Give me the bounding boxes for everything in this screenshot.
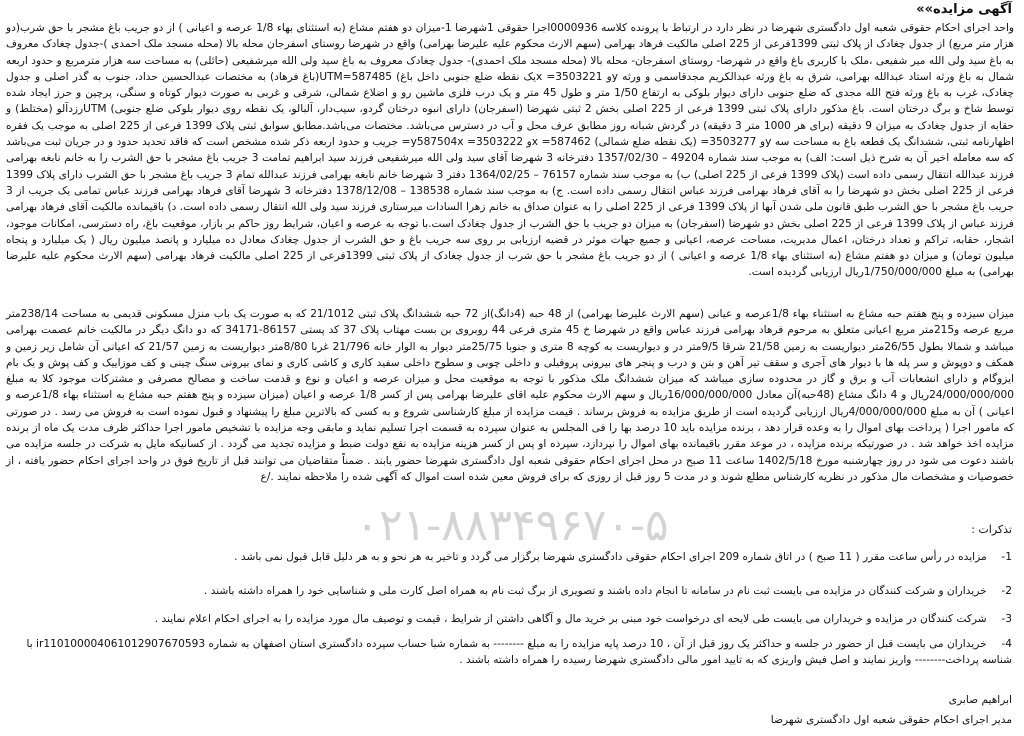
phone-watermark: ۰۲۱-۸۸۳۴۹۶۷۰-۵ [355, 500, 669, 551]
note-number: 2- [1001, 585, 1012, 597]
note-number: 3- [1001, 613, 1012, 625]
signatory-title: مدیر اجرای احکام حقوقی شعبه اول دادگستری شهرضا [770, 714, 1012, 726]
notes-heading: تذکرات : [971, 523, 1012, 536]
note-text: شرکت کنندگان در مزایده و خریداران می بایست طی لایحه ای درخواست خود مبنی بر خرید مال و آگاهی داشتن از شرایط ، قیمت و توصیف مال مورد مزایده را به اجرای احکام اعلام نمایند . [154, 613, 987, 625]
note-text: خریداران می بایست قبل از حضور در جلسه و حداکثر یک روز قبل از آن ، 10 درصد پایه مزایده را به مبلغ -------- به شماره شبا حساب سپرده دادگستری استان اصفهان به شماره ir110100004061012907670593 با شناسه پرداخت-------- واریز نمایند و اصل فیش واریزی که به تایید امور مالی دادگستری شهرضا رسیده را همراه داشته باشند . [26, 638, 1012, 666]
note-text: خریداران و شرکت کنندگان در مزایده می بایست ثبت نام در سامانه تا انجام داده باشند و تصویری از برگ ثبت نام به همراه اصل کارت ملی و شناسایی خود را همراه داشته باشند . [203, 585, 987, 597]
note-number: 1- [1001, 551, 1012, 563]
note-number: 4- [1001, 638, 1012, 650]
note-item [8, 636, 1012, 668]
notice-title: آگهی مزایده»» [916, 2, 1012, 17]
paragraph-property-2: میزان سیزده و پنج هفتم حبه مشاع به استثناء بهاء 1/8عرصه و عیانی (سهم الارث علیرضا بهرامی) از 48 حبه (4دانگ)از 72 حبه ششدانگ پلاک ثبتی 21/1012 که به صورت یک باب منزل مسکونی قدیمی به مساحت 238/14متر مربع عرصه و215متر مربع اعیانی متعلق به مرحوم فرهاد بهرامی فرزند عباس واقع در شهرضا خ 45 متری فرعی 44 روبروی بن بست مهتاب پلاک 37 کد پستی 86157-34171 که دو دانگ دیگر در مالکیت خانم عصمت بهرامی میباشد و شمالا بطول 26/55متر دیواریست به زمین 21/58 شرقا 9/5متر در و دیواریست به کوچه 8 متری و جنوبا 25/75متر دیوار به الوار خانه 21/796 غربا 8/80متر دیواریست به زمین 21/57 که اعیانی آن شامل زیر زمین و همکف و دوپوش و سر پله ها با دیوار های آجری و سقف تیر آهن و بتن و درب و پنجر های بیرونی پروفیلی و داخلی چوبی و سطوح داخلی سفید کاری و کاشی کاری و نمای بیرونی سنگ چینی و کف موزاییک و کف پوش و یک بام ایزوگام و دارای انشعابات آب و برق و گاز در محدوده سازی میباشد که میزان ششدانگ ملک مذکور با توجه به موقعیت محل و میزان عرصه و اعیان و نوع و قدمت ساخت و مصالح مصرفی و مشترکات موجود کلا به مبلغ 24/000/000/000ریال و 4 دانگ مشاع (48حبه)آن معادل 16/000/000/000ریال و سهم الارث محکوم علیه اقای علیرضا بهرامی پس از کسر 1/8 عرصه و اعیان (میزان سیزده و پنج هفتم حبه مشاع به استثناء بهاء 1/8عرصه و اعیانی ) آن به مبلغ 4/000/000/000ریال ارزیابی گردیده است از طریق مزایده به فروش برساند . قیمت مزایده از مبلغ کارشناسی شروع و به کسی که بالاترین مبلغ را پیشنهاد و قبول نموده است به فروش می رسد . در صورتی که مامور اجرا ( پرداخت بهای اموال را به وعده قرار دهد ، برنده مزایده باید 10 درصد بها را فی المجلس به عنوان سپرده به قسمت اجرا تسلیم نماید و مابقی وجه مزایده با تشخیص مامور اجرا حداکثر ظرف مدت یک ماه از برنده مزایده اخذ خواهد شد . در صورتیکه برنده مزایده ، در موعد مقرر باقیمانده بهای اموال را نپردازد، سپرده او پس از کسر هزینه مزایده به نفع دولت ضبط و مزایده تجدید می گردد . از کسانیکه مایل به شرکت در جلسه مزایده می باشند دعوت می شود در روز چهارشنبه مورخ 1402/5/18 ساعت 11 صبح در محل اجرای احکام حقوقی شعبه اول دادگستری شهرضا حضور یابند . ضمناً متقاضیان می توانند قبل از تاریخ فوق در واحد اجرای احکام حضور یافته ، از خصوصیات و مشخصات مال مذکور در نظریه کارشناس مطلع شوند و در مدت 5 روز قبل از روزی که برای فروش معین شده است اموال که آگهی شده را ملاحظه نمایند ./ع [6, 308, 1015, 483]
note-item [8, 611, 1012, 627]
paragraph-property-1: واحد اجرای احکام حقوقی شعبه اول دادگستری شهرضا در نظر دارد در ارتباط با پرونده کلاسه 0000936اجرا حقوقی 1شهرضا 1-میزان دو هفتم مشاع (به استثنای بهاء 1/8 عرصه و اعیانی ) از دو جریب باغ مشجر با حق شرب(دو هزار متر مربع) از جدول چغادک از پلاک ثبتی 1399فرعی از 225 اصلی مالکیت فرهاد بهرامی (سهم الارث محکوم علیه علیرضا بهرامی) واقع در شهرضا روستای اسفرجان محله بالا (محله مسجد ملک احمدی )-جدول چغادک معروف به باغ سید ولی الله میر شفیعی ،ملک با کاربری باغ واقع در شهرضا- روستای اسفرجان- محله بالا (محله مسجد ملک احمدی)- جدول چغادک معروف به باغ سید ولی الله میرشفیعی (حائلی) به مساحت سه هزار مترمربع و حدود اربعه شمال به باغ ورثه استاد عبدالله بهرامی، شرق به باغ ورثه عبدالکریم مجدقاسمی و ورثه yو 3503221= xیک نقطه ضلع جنوبی داخل باغ) 587485=UTM(باغ فرهاد) به مختصات عبدالحسین حداد، جنوب به گذر اصلی و جدول چغادک، غرب به باغ ورثه فتح الله مجدی که ضلع جنوبی دارای دیوار بلوکی به ارتفاع 1/50 متر و طول 45 متر و یک درب فلزی ماشین رو و اضلاع شمالی، شرقی و غربی به صورت دیوار کوتاه و سنگی، پرچین و حرز ایجاد شده توسط شاخ و برگ درختان است. باغ مذکور دارای پلاک ثبتی 1399 فرعی از 225 اصلی بخش 2 ثبتی شهرضا (اسفرجان) دارای انبوه درختان گردو، سیب‌دار، آلبالو، یک نقطه روی دیوار بلوکی ضلع جنوبی) UTMرزدآلو (مختلط) و حقابه از جدول چغادک به میزان 9 دقیقه (برای هر 1000 متر 3 دقیقه) در گردش شبانه روز مطابق عرف محل و آب در دسترس می‌باشد. مختصات می‌باشد.مطابق سوابق ثبتی پلاک 1399 فرعی از 225 اصلی به موجب یک فقره اظهارنامه ثبتی، ششدانگ یک قطعه باغ به مساحت سه yو 3503277= (یک نقطه ضلع شمالی) 587462= xو 3503222= y587504x= جریب و حدود اربعه ذکر شده مشخص است که فاقد تحدید حدود و در جریان ثبت می‌باشد که سه معامله اخیر آن به شرح ذیل است: الف) به موجب سند شماره 49204 – 1357/02/30 دفترخانه 3 شهرضا آقای سید ولی الله میرشفیعی فرزند سید ابراهیم تمامت 3 جریب باغ مشجر با حق الشرب را به خانم نابغه بهرامی فرزند عبدالله انتقال رسمی داده است (پلاک 1399 فرعی از 225 اصلی) ب) به موجب سند شماره 76157 – 1364/02/25 دفتر 3 شهرضا خانم نابغه بهرامی فرزند عبدالله تمام 3 جریب باغ مشجر با حق الشرب دارای پلاک 1399 فرعی از 225 اصلی بخش دو شهرضا را به آقای فرهاد بهرامی فرزند عباس انتقال رسمی داده است. ج) به موجب سند شماره 138538 – 1378/12/08 دفترخانه 3 شهرضا آقای فرهاد بهرامی فرزند عباس تمامی یک جریب از 3 جریب باغ مشجر با حق الشرب طبق قانون ملی شدن آبها از پلاک 1399 فرعی از 225 اصلی را به عنوان صداق به خانم زهرا السادات میرستاری فرزند سید ولی الله انتقال رسمی داده است. د) باقیمانده مالکیت آقای فرهاد بهرامی فرزند عباس از پلاک 1399 فرعی از 225 اصلی بخش دو شهرضا (اسفرجان) به میزان دو جریب با حق الشرب از جدول چغادک است.با توجه به عرصه و اعیان، شرایط روز حاکم بر بازار، موقعیت باغ، راه دسترسی، امکانات موجود، اشجار، حقابه، تراکم و تعداد درختان، اعمال مدیریت، مساحت عرصه، اعیانی و جمیع جهات موثر در قضیه ارزیابی بر روی سه جریب باغ و حق الشرب از جدول چغادک معادل ده میلیارد و پانصد میلیون ریال ( یک میلیارد و پنجاه میلیون تومان) و میزان دو هفتم مشاع (به استثنای بهاء 1/8 عرصه و اعیانی ) از دو جریب باغ مشجر با حق شرب از جدول چغادک از پلاک ثبتی 1399فرعی از 225 اصلی مالکیت فرهاد بهرامی (سهم الارث محکوم علیه علیرضا بهرامی) به مبلغ 1/750/000/000ریال ارزیابی گردیده است. [6, 22, 1015, 279]
note-item [8, 549, 1012, 565]
signatory-name: ابراهیم صابری [948, 694, 1012, 706]
note-text: مزایده در رأس ساعت مقرر ( 11 صبح ) در اتاق شماره 209 اجرای احکام حقوقی دادگستری شهرضا برگزار می گردد و تاخیر به هر نحو و به هر دلیل قابل قبول نمی باشد . [234, 551, 987, 563]
note-item [8, 583, 1012, 599]
